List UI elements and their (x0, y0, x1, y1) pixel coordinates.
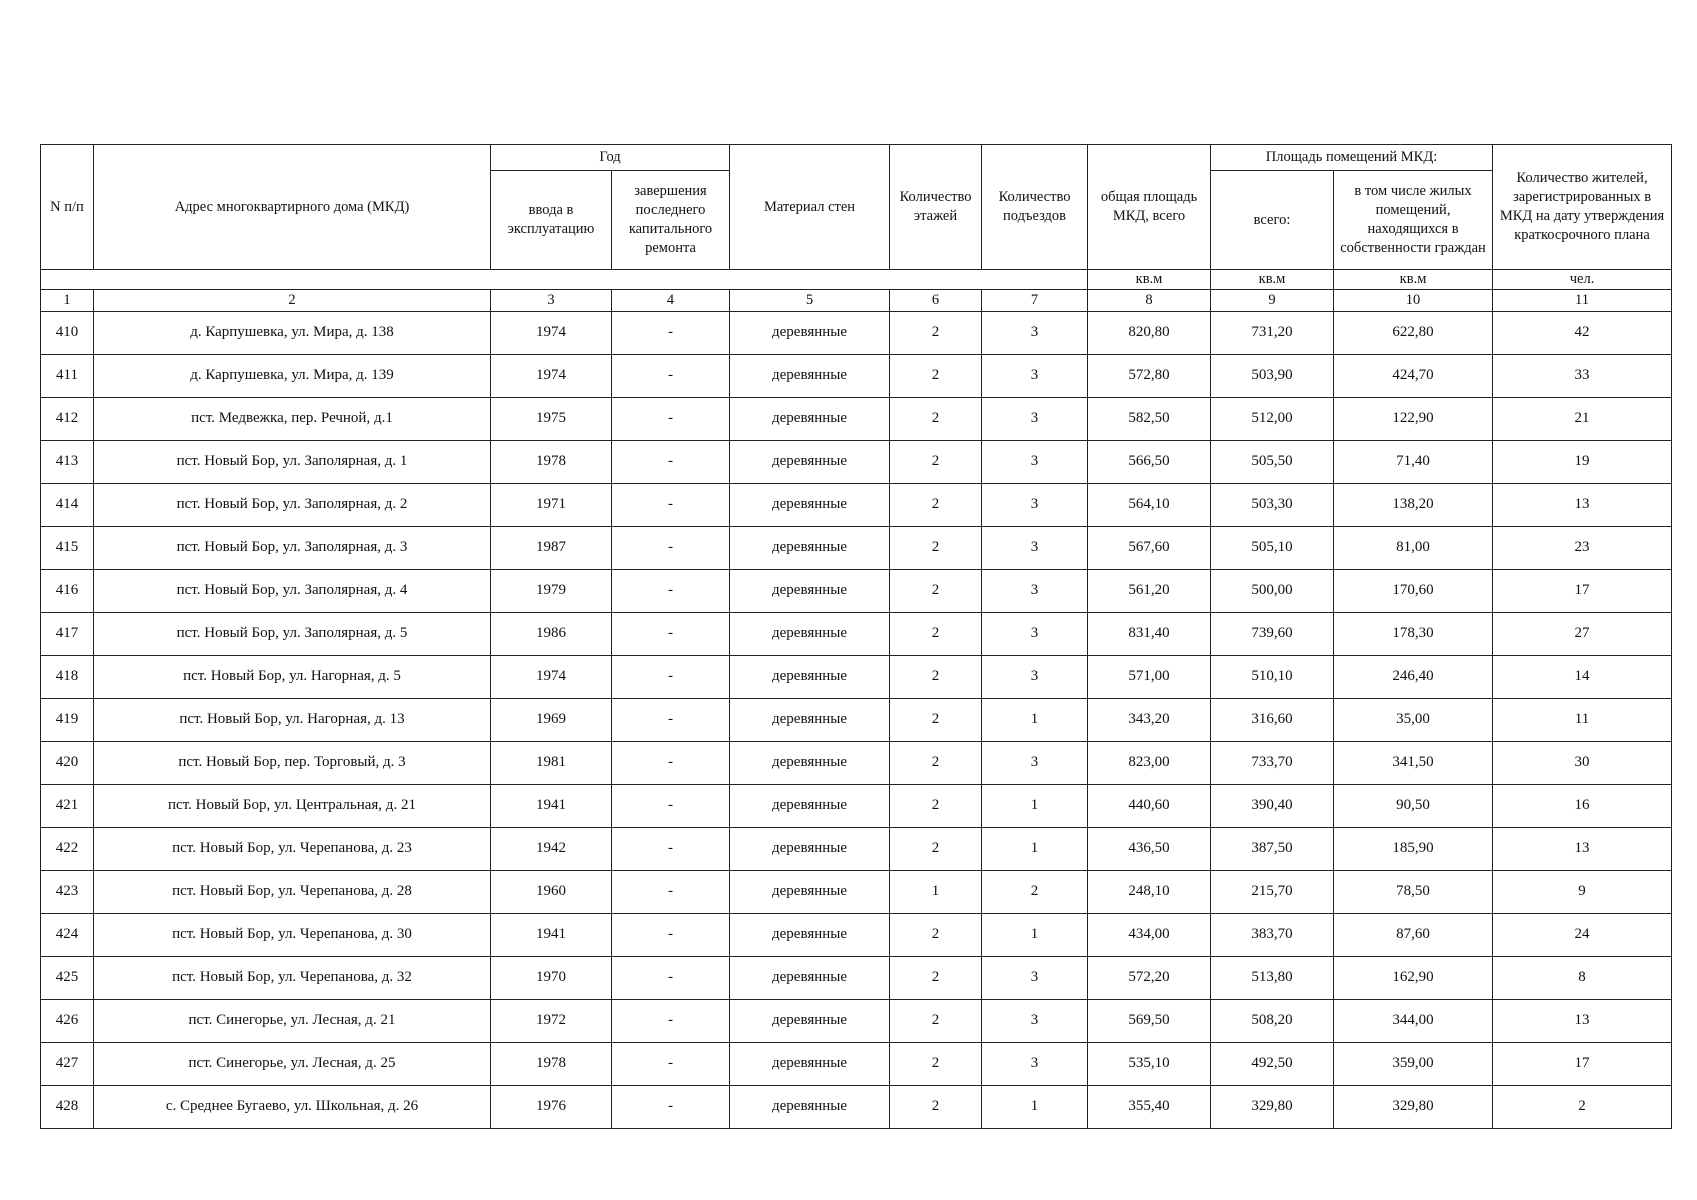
cell-total-area: 436,50 (1088, 828, 1211, 871)
cell-number: 419 (41, 699, 94, 742)
cell-number: 427 (41, 1043, 94, 1086)
cell-entrances: 3 (982, 398, 1088, 441)
column-number: 10 (1334, 290, 1493, 312)
cell-floors: 2 (890, 742, 982, 785)
cell-total-area: 355,40 (1088, 1086, 1211, 1129)
column-number: 1 (41, 290, 94, 312)
table-row (41, 785, 1672, 828)
column-number: 3 (491, 290, 612, 312)
cell-wall-material: деревянные (730, 613, 890, 656)
cell-total-area: 831,40 (1088, 613, 1211, 656)
cell-residents: 9 (1493, 871, 1672, 914)
cell-total-area: 572,80 (1088, 355, 1211, 398)
cell-number: 414 (41, 484, 94, 527)
cell-wall-material: деревянные (730, 355, 890, 398)
cell-wall-material: деревянные (730, 742, 890, 785)
cell-year-repair: - (612, 828, 730, 871)
cell-year-commission: 1941 (491, 785, 612, 828)
cell-total-area: 564,10 (1088, 484, 1211, 527)
cell-premises-private: 87,60 (1334, 914, 1493, 957)
column-number-row (41, 290, 1672, 312)
cell-year-repair: - (612, 1043, 730, 1086)
cell-year-repair: - (612, 957, 730, 1000)
cell-wall-material: деревянные (730, 1086, 890, 1129)
cell-floors: 2 (890, 957, 982, 1000)
cell-wall-material: деревянные (730, 828, 890, 871)
cell-wall-material: деревянные (730, 441, 890, 484)
cell-premises-total: 513,80 (1211, 957, 1334, 1000)
cell-floors: 2 (890, 656, 982, 699)
cell-premises-private: 78,50 (1334, 871, 1493, 914)
column-number: 8 (1088, 290, 1211, 312)
cell-floors: 2 (890, 570, 982, 613)
cell-year-repair: - (612, 484, 730, 527)
cell-premises-private: 344,00 (1334, 1000, 1493, 1043)
table-row (41, 398, 1672, 441)
cell-year-repair: - (612, 1086, 730, 1129)
cell-floors: 2 (890, 441, 982, 484)
cell-premises-total: 733,70 (1211, 742, 1334, 785)
cell-year-commission: 1987 (491, 527, 612, 570)
cell-year-commission: 1979 (491, 570, 612, 613)
unit-total-area: кв.м (1088, 270, 1211, 290)
cell-entrances: 1 (982, 785, 1088, 828)
cell-address: с. Среднее Бугаево, ул. Школьная, д. 26 (94, 1086, 491, 1129)
table-row (41, 828, 1672, 871)
cell-premises-private: 178,30 (1334, 613, 1493, 656)
cell-premises-total: 492,50 (1211, 1043, 1334, 1086)
cell-wall-material: деревянные (730, 484, 890, 527)
table-row (41, 613, 1672, 656)
cell-floors: 2 (890, 398, 982, 441)
cell-address: пст. Новый Бор, ул. Заполярная, д. 1 (94, 441, 491, 484)
cell-floors: 2 (890, 828, 982, 871)
cell-residents: 13 (1493, 484, 1672, 527)
unit-premises-private: кв.м (1334, 270, 1493, 290)
cell-address: пст. Новый Бор, ул. Центральная, д. 21 (94, 785, 491, 828)
cell-residents: 11 (1493, 699, 1672, 742)
header-wall-material: Материал стен (730, 145, 890, 270)
header-premises-total: всего: (1211, 171, 1334, 270)
cell-address: пст. Новый Бор, ул. Заполярная, д. 2 (94, 484, 491, 527)
cell-number: 425 (41, 957, 94, 1000)
cell-premises-private: 71,40 (1334, 441, 1493, 484)
cell-wall-material: деревянные (730, 914, 890, 957)
cell-residents: 27 (1493, 613, 1672, 656)
cell-residents: 8 (1493, 957, 1672, 1000)
cell-number: 416 (41, 570, 94, 613)
cell-entrances: 3 (982, 656, 1088, 699)
cell-year-commission: 1974 (491, 312, 612, 355)
table-row (41, 742, 1672, 785)
cell-entrances: 1 (982, 914, 1088, 957)
cell-residents: 19 (1493, 441, 1672, 484)
cell-entrances: 1 (982, 828, 1088, 871)
cell-entrances: 3 (982, 441, 1088, 484)
cell-address: пст. Новый Бор, ул. Нагорная, д. 5 (94, 656, 491, 699)
cell-address: пст. Новый Бор, ул. Заполярная, д. 5 (94, 613, 491, 656)
table-row (41, 1000, 1672, 1043)
cell-total-area: 569,50 (1088, 1000, 1211, 1043)
cell-premises-total: 739,60 (1211, 613, 1334, 656)
cell-address: д. Карпушевка, ул. Мира, д. 138 (94, 312, 491, 355)
column-number: 2 (94, 290, 491, 312)
cell-year-commission: 1975 (491, 398, 612, 441)
cell-premises-private: 359,00 (1334, 1043, 1493, 1086)
table-row (41, 871, 1672, 914)
table-row (41, 699, 1672, 742)
header-num: N п/п (41, 145, 94, 270)
cell-total-area: 440,60 (1088, 785, 1211, 828)
cell-address: пст. Новый Бор, ул. Нагорная, д. 13 (94, 699, 491, 742)
cell-number: 423 (41, 871, 94, 914)
cell-address: пст. Медвежка, пер. Речной, д.1 (94, 398, 491, 441)
header-year-group: Год (491, 145, 730, 171)
cell-entrances: 3 (982, 355, 1088, 398)
cell-total-area: 823,00 (1088, 742, 1211, 785)
cell-premises-private: 185,90 (1334, 828, 1493, 871)
header-address: Адрес многоквартирного дома (МКД) (94, 145, 491, 270)
cell-premises-private: 246,40 (1334, 656, 1493, 699)
cell-wall-material: деревянные (730, 957, 890, 1000)
cell-year-commission: 1981 (491, 742, 612, 785)
cell-address: пст. Новый Бор, ул. Заполярная, д. 3 (94, 527, 491, 570)
cell-year-repair: - (612, 570, 730, 613)
cell-residents: 42 (1493, 312, 1672, 355)
table-row (41, 914, 1672, 957)
cell-premises-total: 329,80 (1211, 1086, 1334, 1129)
cell-number: 424 (41, 914, 94, 957)
unit-spacer (41, 270, 1088, 290)
cell-floors: 2 (890, 484, 982, 527)
cell-year-commission: 1974 (491, 656, 612, 699)
unit-premises-total: кв.м (1211, 270, 1334, 290)
header-total-area: общая площадь МКД, всего (1088, 145, 1211, 270)
cell-premises-total: 510,10 (1211, 656, 1334, 699)
cell-premises-total: 503,30 (1211, 484, 1334, 527)
cell-residents: 30 (1493, 742, 1672, 785)
cell-entrances: 3 (982, 742, 1088, 785)
cell-residents: 2 (1493, 1086, 1672, 1129)
table-body (41, 312, 1672, 1129)
cell-total-area: 566,50 (1088, 441, 1211, 484)
cell-number: 422 (41, 828, 94, 871)
cell-residents: 21 (1493, 398, 1672, 441)
cell-year-repair: - (612, 312, 730, 355)
header-premises-private: в том числе жилых помещений, находящихся в собственности граждан (1334, 171, 1493, 270)
cell-total-area: 567,60 (1088, 527, 1211, 570)
column-number: 9 (1211, 290, 1334, 312)
table-row (41, 312, 1672, 355)
cell-floors: 2 (890, 1000, 982, 1043)
cell-premises-total: 390,40 (1211, 785, 1334, 828)
cell-premises-private: 162,90 (1334, 957, 1493, 1000)
cell-residents: 23 (1493, 527, 1672, 570)
cell-residents: 14 (1493, 656, 1672, 699)
cell-entrances: 1 (982, 699, 1088, 742)
cell-premises-total: 505,50 (1211, 441, 1334, 484)
cell-number: 411 (41, 355, 94, 398)
cell-premises-total: 215,70 (1211, 871, 1334, 914)
cell-residents: 13 (1493, 1000, 1672, 1043)
header-year-commission: ввода в эксплуатацию (491, 171, 612, 270)
cell-premises-total: 387,50 (1211, 828, 1334, 871)
cell-year-commission: 1976 (491, 1086, 612, 1129)
cell-address: пст. Новый Бор, ул. Черепанова, д. 28 (94, 871, 491, 914)
cell-premises-private: 35,00 (1334, 699, 1493, 742)
cell-number: 412 (41, 398, 94, 441)
housing-table (40, 144, 1672, 1129)
cell-entrances: 3 (982, 613, 1088, 656)
cell-residents: 17 (1493, 570, 1672, 613)
cell-premises-total: 505,10 (1211, 527, 1334, 570)
cell-premises-total: 316,60 (1211, 699, 1334, 742)
cell-year-repair: - (612, 1000, 730, 1043)
cell-floors: 2 (890, 699, 982, 742)
cell-floors: 2 (890, 355, 982, 398)
cell-floors: 2 (890, 527, 982, 570)
cell-year-repair: - (612, 914, 730, 957)
cell-number: 417 (41, 613, 94, 656)
cell-premises-private: 329,80 (1334, 1086, 1493, 1129)
table-row (41, 1043, 1672, 1086)
cell-floors: 2 (890, 914, 982, 957)
table-row (41, 441, 1672, 484)
cell-year-repair: - (612, 785, 730, 828)
header-year-repair: завершения последнего капитального ремонта (612, 171, 730, 270)
cell-premises-private: 424,70 (1334, 355, 1493, 398)
cell-total-area: 343,20 (1088, 699, 1211, 742)
cell-address: пст. Новый Бор, ул. Заполярная, д. 4 (94, 570, 491, 613)
cell-premises-total: 512,00 (1211, 398, 1334, 441)
column-number: 5 (730, 290, 890, 312)
cell-year-commission: 1978 (491, 441, 612, 484)
cell-wall-material: деревянные (730, 312, 890, 355)
cell-total-area: 561,20 (1088, 570, 1211, 613)
cell-premises-private: 341,50 (1334, 742, 1493, 785)
cell-year-repair: - (612, 871, 730, 914)
cell-entrances: 3 (982, 312, 1088, 355)
cell-wall-material: деревянные (730, 785, 890, 828)
table-row (41, 570, 1672, 613)
cell-number: 428 (41, 1086, 94, 1129)
cell-residents: 13 (1493, 828, 1672, 871)
cell-residents: 16 (1493, 785, 1672, 828)
cell-address: пст. Синегорье, ул. Лесная, д. 25 (94, 1043, 491, 1086)
cell-premises-private: 622,80 (1334, 312, 1493, 355)
cell-entrances: 1 (982, 1086, 1088, 1129)
header-entrances: Количество подъездов (982, 145, 1088, 270)
table-row (41, 957, 1672, 1000)
cell-wall-material: деревянные (730, 871, 890, 914)
cell-year-repair: - (612, 699, 730, 742)
cell-number: 415 (41, 527, 94, 570)
cell-wall-material: деревянные (730, 527, 890, 570)
cell-entrances: 3 (982, 957, 1088, 1000)
cell-address: пст. Новый Бор, ул. Черепанова, д. 32 (94, 957, 491, 1000)
table-row (41, 527, 1672, 570)
cell-entrances: 3 (982, 570, 1088, 613)
column-number: 6 (890, 290, 982, 312)
cell-year-commission: 1969 (491, 699, 612, 742)
cell-year-repair: - (612, 613, 730, 656)
cell-year-repair: - (612, 398, 730, 441)
cell-wall-material: деревянные (730, 1043, 890, 1086)
cell-entrances: 3 (982, 1000, 1088, 1043)
cell-year-repair: - (612, 355, 730, 398)
cell-total-area: 434,00 (1088, 914, 1211, 957)
cell-address: пст. Новый Бор, пер. Торговый, д. 3 (94, 742, 491, 785)
cell-total-area: 535,10 (1088, 1043, 1211, 1086)
cell-wall-material: деревянные (730, 699, 890, 742)
cell-number: 420 (41, 742, 94, 785)
cell-year-commission: 1941 (491, 914, 612, 957)
cell-wall-material: деревянные (730, 1000, 890, 1043)
cell-year-commission: 1972 (491, 1000, 612, 1043)
column-number: 7 (982, 290, 1088, 312)
cell-year-commission: 1960 (491, 871, 612, 914)
cell-year-commission: 1974 (491, 355, 612, 398)
cell-address: пст. Новый Бор, ул. Черепанова, д. 23 (94, 828, 491, 871)
cell-total-area: 582,50 (1088, 398, 1211, 441)
cell-floors: 2 (890, 613, 982, 656)
cell-floors: 2 (890, 1043, 982, 1086)
cell-entrances: 3 (982, 1043, 1088, 1086)
cell-year-repair: - (612, 527, 730, 570)
cell-year-commission: 1971 (491, 484, 612, 527)
cell-year-repair: - (612, 656, 730, 699)
header-floors: Количество этажей (890, 145, 982, 270)
cell-entrances: 3 (982, 484, 1088, 527)
cell-address: д. Карпушевка, ул. Мира, д. 139 (94, 355, 491, 398)
cell-number: 421 (41, 785, 94, 828)
cell-residents: 17 (1493, 1043, 1672, 1086)
cell-entrances: 3 (982, 527, 1088, 570)
table-row (41, 484, 1672, 527)
cell-year-commission: 1986 (491, 613, 612, 656)
cell-number: 410 (41, 312, 94, 355)
cell-entrances: 2 (982, 871, 1088, 914)
cell-year-commission: 1970 (491, 957, 612, 1000)
table-row (41, 1086, 1672, 1129)
column-number: 4 (612, 290, 730, 312)
cell-number: 418 (41, 656, 94, 699)
cell-floors: 2 (890, 312, 982, 355)
cell-wall-material: деревянные (730, 398, 890, 441)
cell-year-repair: - (612, 742, 730, 785)
table-header (41, 145, 1672, 312)
cell-premises-total: 508,20 (1211, 1000, 1334, 1043)
cell-premises-total: 500,00 (1211, 570, 1334, 613)
cell-total-area: 572,20 (1088, 957, 1211, 1000)
cell-wall-material: деревянные (730, 570, 890, 613)
header-premises-group: Площадь помещений МКД: (1211, 145, 1493, 171)
table-row (41, 656, 1672, 699)
cell-floors: 1 (890, 871, 982, 914)
cell-premises-private: 122,90 (1334, 398, 1493, 441)
cell-residents: 33 (1493, 355, 1672, 398)
cell-floors: 2 (890, 785, 982, 828)
cell-premises-total: 731,20 (1211, 312, 1334, 355)
cell-wall-material: деревянные (730, 656, 890, 699)
cell-premises-private: 170,60 (1334, 570, 1493, 613)
cell-number: 426 (41, 1000, 94, 1043)
cell-total-area: 248,10 (1088, 871, 1211, 914)
cell-residents: 24 (1493, 914, 1672, 957)
unit-residents: чел. (1493, 270, 1672, 290)
cell-premises-private: 90,50 (1334, 785, 1493, 828)
cell-year-commission: 1942 (491, 828, 612, 871)
cell-year-repair: - (612, 441, 730, 484)
cell-address: пст. Новый Бор, ул. Черепанова, д. 30 (94, 914, 491, 957)
cell-total-area: 571,00 (1088, 656, 1211, 699)
column-number: 11 (1493, 290, 1672, 312)
cell-premises-private: 138,20 (1334, 484, 1493, 527)
cell-floors: 2 (890, 1086, 982, 1129)
header-residents: Количество жителей, зарегистрированных в МКД на дату утверждения краткосрочного плана (1493, 145, 1672, 270)
table-row (41, 355, 1672, 398)
cell-premises-total: 383,70 (1211, 914, 1334, 957)
cell-year-commission: 1978 (491, 1043, 612, 1086)
cell-premises-private: 81,00 (1334, 527, 1493, 570)
cell-premises-total: 503,90 (1211, 355, 1334, 398)
cell-total-area: 820,80 (1088, 312, 1211, 355)
cell-address: пст. Синегорье, ул. Лесная, д. 21 (94, 1000, 491, 1043)
cell-number: 413 (41, 441, 94, 484)
